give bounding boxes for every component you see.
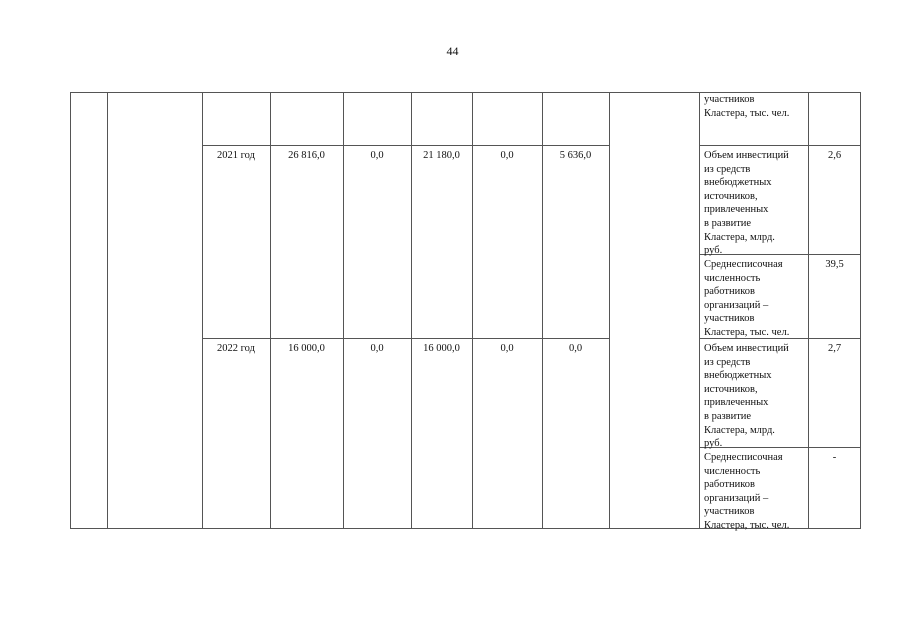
row-divider — [202, 338, 609, 339]
column-divider — [609, 93, 610, 528]
indicator-name: Среднесписочная численность работников организаций – участников Кластера, тыс. чел. — [704, 259, 790, 338]
year-label: 2022 год — [217, 343, 255, 354]
local-value: 0,0 — [500, 150, 514, 161]
regional-value: 21 180,0 — [423, 150, 460, 161]
page-number: 44 — [446, 44, 459, 58]
indicator-name: участников Кластера, тыс. чел. — [704, 94, 790, 119]
extrabudget-value: 0,0 — [568, 343, 583, 354]
year-label: 2021 год — [217, 150, 255, 161]
regional-value: 16 000,0 — [423, 343, 460, 354]
total-value: 26 816,0 — [288, 150, 325, 161]
indicator-value: 2,6 — [827, 150, 842, 161]
total-value: 16 000,0 — [288, 343, 325, 354]
federal-value: 0,0 — [370, 150, 384, 161]
indicator-value: 39,5 — [825, 259, 844, 270]
extrabudget-value: 5 636,0 — [559, 150, 592, 161]
indicator-name: Среднесписочная численность работников организаций – участников Кластера, тыс. чел. — [704, 452, 790, 531]
row-divider — [202, 145, 609, 146]
row-divider — [699, 145, 861, 146]
federal-value: 0,0 — [370, 343, 384, 354]
local-value: 0,0 — [500, 343, 514, 354]
indicator-name: Объем инвестиций из средств внебюджетных источников, привлеченных в развитие Кластера, млрд. руб. — [704, 343, 789, 450]
column-divider — [107, 93, 108, 528]
indicator-value: - — [832, 452, 837, 463]
data-table — [70, 92, 861, 529]
column-divider — [699, 93, 700, 528]
indicator-value: 2,7 — [827, 343, 842, 354]
indicator-name: Объем инвестиций из средств внебюджетных источников, привлеченных в развитие Кластера, млрд. руб. — [704, 150, 789, 257]
